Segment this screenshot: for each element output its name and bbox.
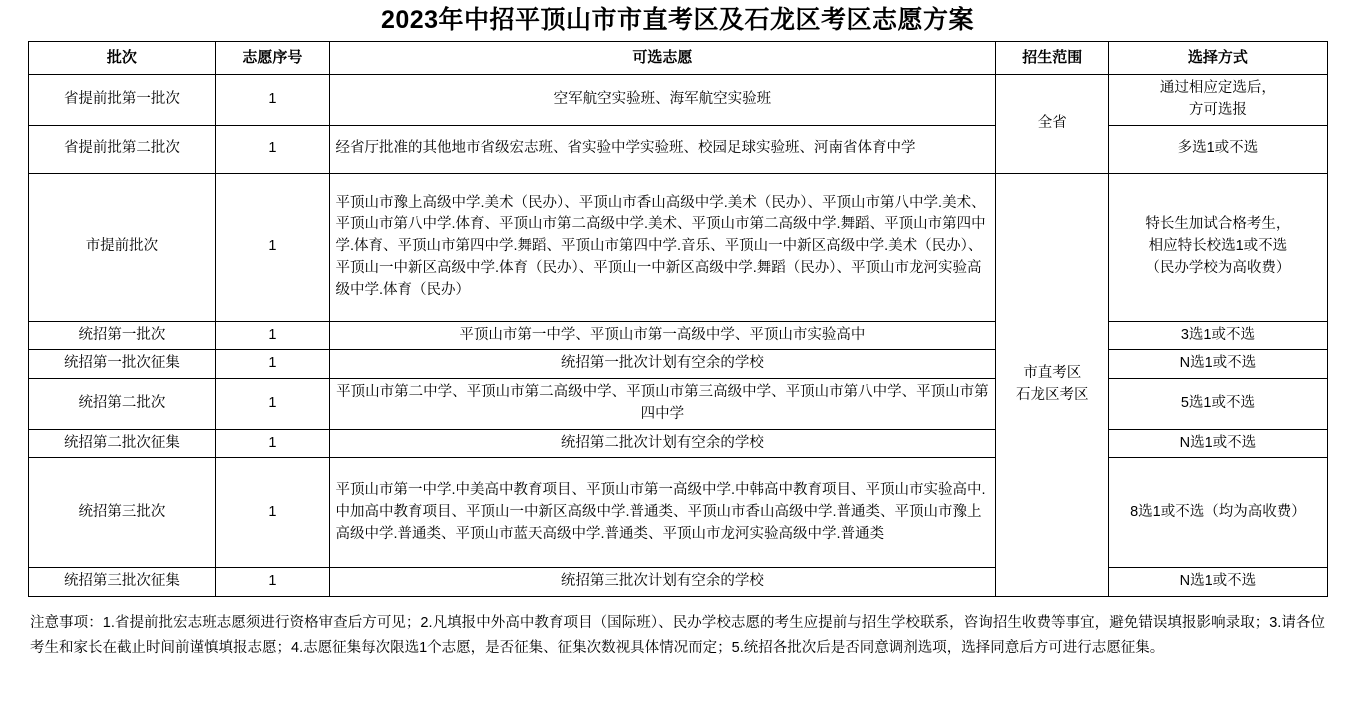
cell-method: N选1或不选 [1109,350,1327,379]
table-row [28,173,1327,321]
table-row [28,458,1327,568]
table-row [28,125,1327,173]
notes-section: 注意事项：1.省提前批宏志班志愿须进行资格审查后方可见；2.凡填报中外高中教育项目（国际班）、民办学校志愿的考生应提前与招生学校联系，咨询招生收费等事宜，避免错误填报影响录取；3.请各位考生和家长在截止时间前谨慎填报志愿；4.志愿征集每次限选1个志愿，是否征集、征集次数视具体情况而定；5.统招各批次后是否同意调剂选项，选择同意后方可进行志愿征集。 [30,615,1325,657]
cell-seq: 1 [216,321,329,350]
cell-seq: 1 [216,173,329,321]
table-row [28,321,1327,350]
cell-seq: 1 [216,568,329,597]
cell-choices: 空军航空实验班、海军航空实验班 [329,75,996,126]
cell-seq: 1 [216,75,329,126]
cell-choices: 平顶山市第一中学.中美高中教育项目、平顶山市第一高级中学.中韩高中教育项目、平顶山市实验高中.中加高中教育项目、平顶山一中新区高级中学.普通类、平顶山市香山高级中学.普通类、平顶山市豫上高级中学.普通类、平顶山市蓝天高级中学.普通类、平顶山市龙河实验高级中学.普通类 [329,458,996,568]
cell-method: N选1或不选 [1109,568,1327,597]
table-header [28,42,1327,75]
cell-choices: 经省厅批准的其他地市省级宏志班、省实验中学实验班、校园足球实验班、河南省体育中学 [329,125,996,173]
table-row [28,350,1327,379]
column-header-scope: 招生范围 [996,42,1109,75]
cell-batch: 省提前批第一批次 [28,75,216,126]
column-header-method: 选择方式 [1109,42,1327,75]
cell-method [1109,75,1327,126]
column-header-choices: 可选志愿 [329,42,996,75]
scope-line-1: 市直考区 [1023,365,1082,381]
cell-method [1109,173,1327,321]
cell-batch: 统招第二批次 [28,379,216,430]
table-body [28,75,1327,597]
cell-seq: 1 [216,379,329,430]
cell-seq: 1 [216,350,329,379]
method-line-2: 方可选报 [1188,101,1247,118]
cell-scope-province: 全省 [996,75,1109,174]
page-title: 2023年中招平顶山市市直考区及石龙区考区志愿方案 [380,6,975,34]
cell-batch: 统招第二批次征集 [28,429,216,458]
cell-seq: 1 [216,429,329,458]
table-header-row [28,42,1327,75]
cell-method: 多选1或不选 [1109,125,1327,173]
cell-method: N选1或不选 [1109,429,1327,458]
cell-scope-city [996,173,1109,597]
cell-seq: 1 [216,125,329,173]
method-line-3: （民办学校为高收费） [1145,259,1291,276]
cell-batch: 市提前批次 [28,173,216,321]
cell-batch: 省提前批第二批次 [28,125,216,173]
cell-method: 5选1或不选 [1109,379,1327,430]
cell-method: 8选1或不选（均为高收费） [1109,458,1327,568]
cell-seq: 1 [216,458,329,568]
method-line-1: 通过相应定选后， [1159,80,1276,96]
cell-method: 3选1或不选 [1109,321,1327,350]
cell-choices: 平顶山市豫上高级中学.美术（民办）、平顶山市香山高级中学.美术（民办）、平顶山市第八中学.美术、平顶山市第八中学.体育、平顶山市第二高级中学.美术、平顶山市第二高级中学.舞蹈、平顶山市第四中学.体育、平顶山市第四中学.舞蹈、平顶山市第四中学.音乐、平顶山一中新区高级中学.美术（民办）、平顶山一中新区高级中学.体育（民办）、平顶山一中新区高级中学.舞蹈（民办）、平顶山市龙河实验高级中学.体育（民办） [329,173,996,321]
cell-batch: 统招第三批次征集 [28,568,216,597]
cell-choices: 平顶山市第二中学、平顶山市第二高级中学、平顶山市第三高级中学、平顶山市第八中学、平顶山市第四中学 [329,379,996,430]
cell-choices: 平顶山市第一中学、平顶山市第一高级中学、平顶山市实验高中 [329,321,996,350]
table-row [28,379,1327,430]
table-row [28,568,1327,597]
cell-batch: 统招第一批次征集 [28,350,216,379]
cell-choices: 统招第三批次计划有空余的学校 [329,568,996,597]
cell-batch: 统招第三批次 [28,458,216,568]
column-header-batch: 批次 [28,42,216,75]
method-line-2: 相应特长校选1或不选 [1148,238,1288,255]
scope-line-2: 石龙区考区 [1015,386,1089,403]
table-row [28,429,1327,458]
cell-batch: 统招第一批次 [28,321,216,350]
method-line-1: 特长生加试合格考生， [1145,216,1291,233]
admission-plan-table [28,41,1328,597]
cell-choices: 统招第二批次计划有空余的学校 [329,429,996,458]
table-row [28,75,1327,126]
column-header-seq: 志愿序号 [216,42,329,75]
cell-choices: 统招第一批次计划有空余的学校 [329,350,996,379]
